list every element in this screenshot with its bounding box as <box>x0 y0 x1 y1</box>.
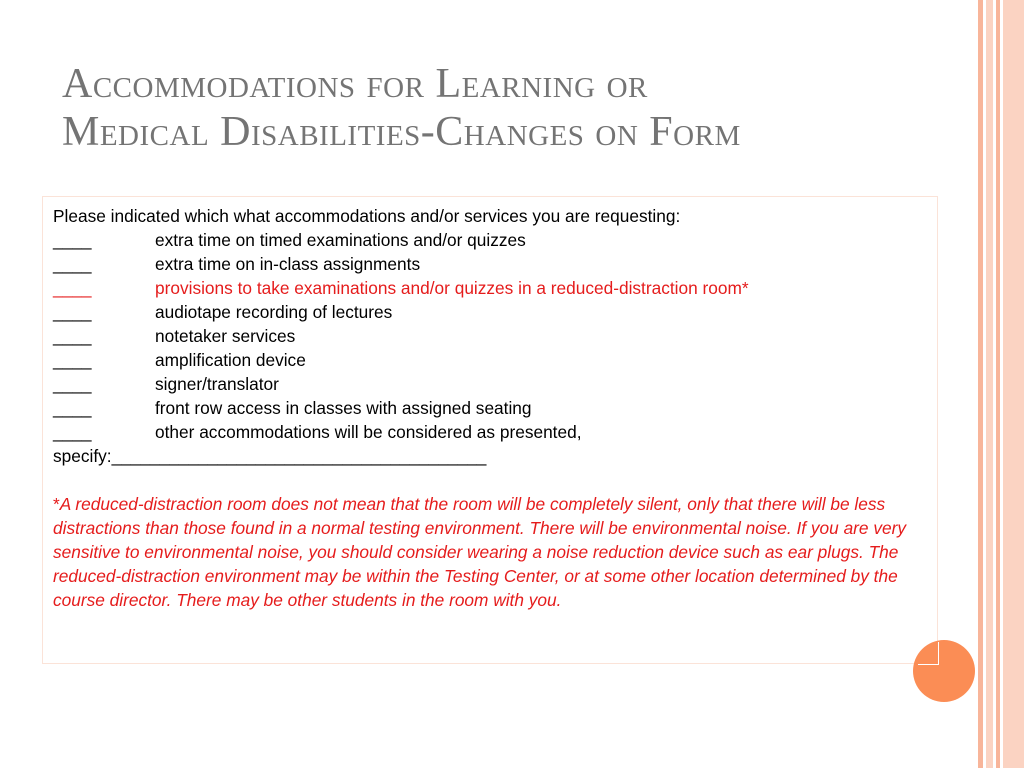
form-item <box>53 396 943 420</box>
note-text: A reduced-distraction room does not mean that the room will be completely silent, only that there will be less distractions than those found in a normal testing environment. There will be environmental noise. If you are very sensitive to environmental noise, you should consider wearing a noise reduction device such as ear plugs. The reduced-distraction environment may be within the Testing Center, or at some other location determined by the course director. There may be other students in the room with you. <box>53 494 906 610</box>
form-item <box>53 324 943 348</box>
form-item-blank: ____ <box>53 302 92 322</box>
form-item-blank: ____ <box>53 278 92 298</box>
decorative-corner-mark <box>918 642 939 665</box>
form-item-highlighted <box>53 276 943 300</box>
form-item-text: signer/translator <box>155 374 279 394</box>
form-intro: Please indicated which what accommodations and/or services you are requesting: <box>53 206 681 226</box>
form-item-text: notetaker services <box>155 326 296 346</box>
form-item-text: front row access in classes with assigned seating <box>155 398 532 418</box>
form-item <box>53 300 943 324</box>
decorative-stripe <box>1003 0 1024 768</box>
form-item-blank: ____ <box>53 374 92 394</box>
decorative-stripe <box>996 0 1000 768</box>
form-item <box>53 420 943 444</box>
form-item-text: extra time on in-class assignments <box>155 254 421 274</box>
form-item-blank: ____ <box>53 230 92 250</box>
form-item-blank: ____ <box>53 326 92 346</box>
form-item-text: extra time on timed examinations and/or quizzes <box>155 230 526 250</box>
form-item <box>53 348 943 372</box>
form-item-blank: ____ <box>53 398 92 418</box>
form-content <box>53 204 943 612</box>
form-item <box>53 252 943 276</box>
form-item-text: audiotape recording of lectures <box>155 302 393 322</box>
slide-title <box>62 60 962 156</box>
form-item <box>53 228 943 252</box>
form-item-blank: ____ <box>53 350 92 370</box>
form-item-text: other accommodations will be considered as presented, <box>155 422 582 442</box>
slide-title-line-1: Accommodations for Learning or <box>62 61 648 107</box>
spacer <box>53 468 943 492</box>
form-item-blank: ____ <box>53 422 92 442</box>
decorative-stripe <box>986 0 993 768</box>
reduced-distraction-note <box>53 492 933 612</box>
slide-title-line-2: Medical Disabilities-Changes on Form <box>62 109 741 155</box>
form-item-text: provisions to take examinations and/or quizzes in a reduced-distraction room* <box>155 278 749 298</box>
decorative-stripe <box>978 0 983 768</box>
specify-line: specify:_______________________________________ <box>53 446 487 466</box>
form-item <box>53 372 943 396</box>
form-item-text: amplification device <box>155 350 306 370</box>
note-asterisk: * <box>53 494 60 514</box>
form-item-blank: ____ <box>53 254 92 274</box>
